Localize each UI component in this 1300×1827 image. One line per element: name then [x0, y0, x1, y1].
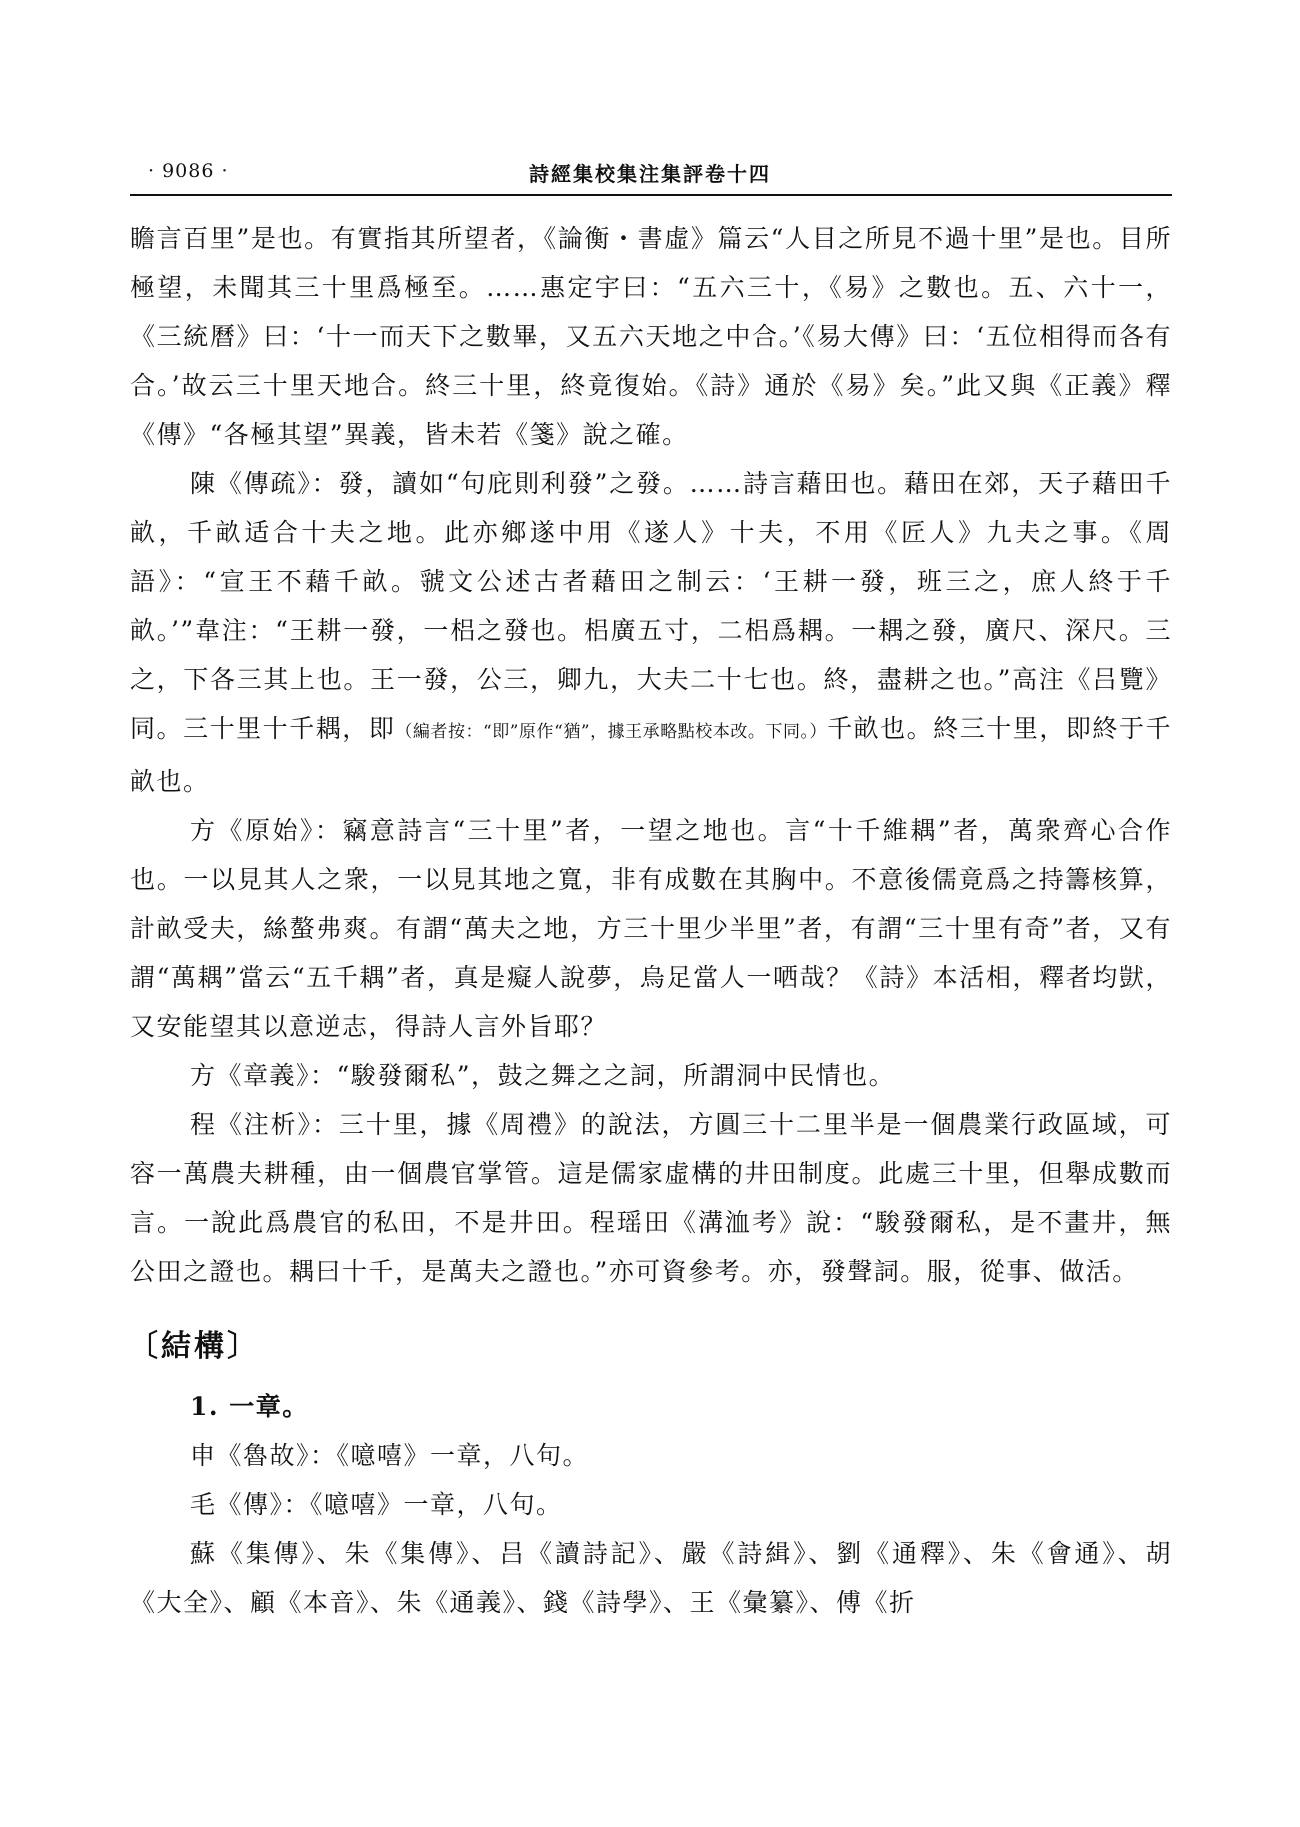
paragraph-fang-zhangyi: 方《章義》：“駿發爾私”，鼓之舞之之詞，所謂洞中民情也。 — [190, 1061, 896, 1090]
chen-text-part2: 千畝也。終三十里，即終于千畝也。 — [130, 714, 1172, 796]
structure-line-lu-gu: 申《魯故》：《噫嘻》一章，八句。 — [190, 1441, 590, 1470]
header-rule — [130, 194, 1172, 196]
paragraph-cheng-zhuxi: 程《注析》：三十里，據《周禮》的說法，方圓三十二里半是一個農業行政區域，可容一萬農夫耕種，由一個農官掌管。這是儒家虛構的井田制度。此處三十里，但舉成數而言。一說此爲農官的私田，不是井田。程瑶田《溝洫考》說：“駿發爾私，是不畫井，無公田之證也。耦曰十千，是萬夫之證也。”亦可資參考。亦，發聲詞。服，從事、做活。 — [130, 1110, 1172, 1286]
section-heading-structure: 〔結構〕 — [128, 1329, 260, 1364]
structure-line-mao-zhuan: 毛《傳》：《噫嘻》一章，八句。 — [190, 1490, 563, 1519]
paragraph-continuation: 瞻言百里”是也。有實指其所望者，《論衡・書虛》篇云“人目之所見不過十里”是也。目所極望，未聞其三十里爲極至。……惠定宇曰：“五六三十，《易》之數也。五、六十一，《三統曆》曰：‘十一而天下之數畢，又五六天地之中合。’《易大傳》曰：‘五位相得而各有合。’故云三十里天地合。終三十里，終竟復始。《詩》通於《易》矣。”此又與《正義》釋《傳》“各極其望”異義，皆未若《箋》說之確。 — [130, 224, 1172, 449]
page-number: · 9086 · — [148, 160, 229, 182]
paragraph-fang-yuanshi: 方《原始》：竊意詩言“三十里”者，一望之地也。言“十千維耦”者，萬衆齊心合作也。一以見其人之衆，一以見其地之寬，非有成數在其胸中。不意後儒竟爲之持籌核算，計畝受夫，絲螯弗爽。有謂“萬夫之地，方三十里少半里”者，有謂“三十里有奇”者，又有謂“萬耦”當云“五千耦”者，真是癡人說夢，烏足當人一哂哉？《詩》本活相，釋者均獃，又安能望其以意逆志，得詩人言外旨耶？ — [130, 816, 1172, 1041]
chen-text-part1: 陳《傳疏》：發，讀如“句庇則利發”之發。……詩言藉田也。藉田在郊，天子藉田千畝，千畝适合十夫之地。此亦鄉遂中用《遂人》十夫，不用《匠人》九夫之事。《周語》：“宣王不藉千畝。虢文公述古者藉田之制云：‘王耕一發，班三之，庶人終于千畝。’”韋注：“王耕一發，一梠之發也。梠廣五寸，二梠爲耦。一耦之發，廣尺、深尺。三之，下各三其上也。王一發，公三，卿九，大夫二十七也。終，盡耕之也。”高注《吕覽》同。三十里十千耦，即 — [130, 469, 1172, 743]
paragraph-chen-chuanshu — [130, 459, 1172, 806]
page-body — [130, 214, 1172, 1627]
structure-line-commentators: 蘇《集傳》、朱《集傳》、吕《讀詩記》、嚴《詩緝》、劉《通釋》、朱《會通》、胡《大全》、顧《本音》、朱《通義》、錢《詩學》、王《彙纂》、傅《折 — [130, 1539, 1172, 1617]
running-title: 詩經集校集注集評卷十四 — [529, 162, 771, 186]
editor-note: （編者按：“即”原作“猶”，據王承略點校本改。下同。） — [395, 722, 828, 742]
structure-item-title: 1. 一章。 — [190, 1392, 309, 1421]
